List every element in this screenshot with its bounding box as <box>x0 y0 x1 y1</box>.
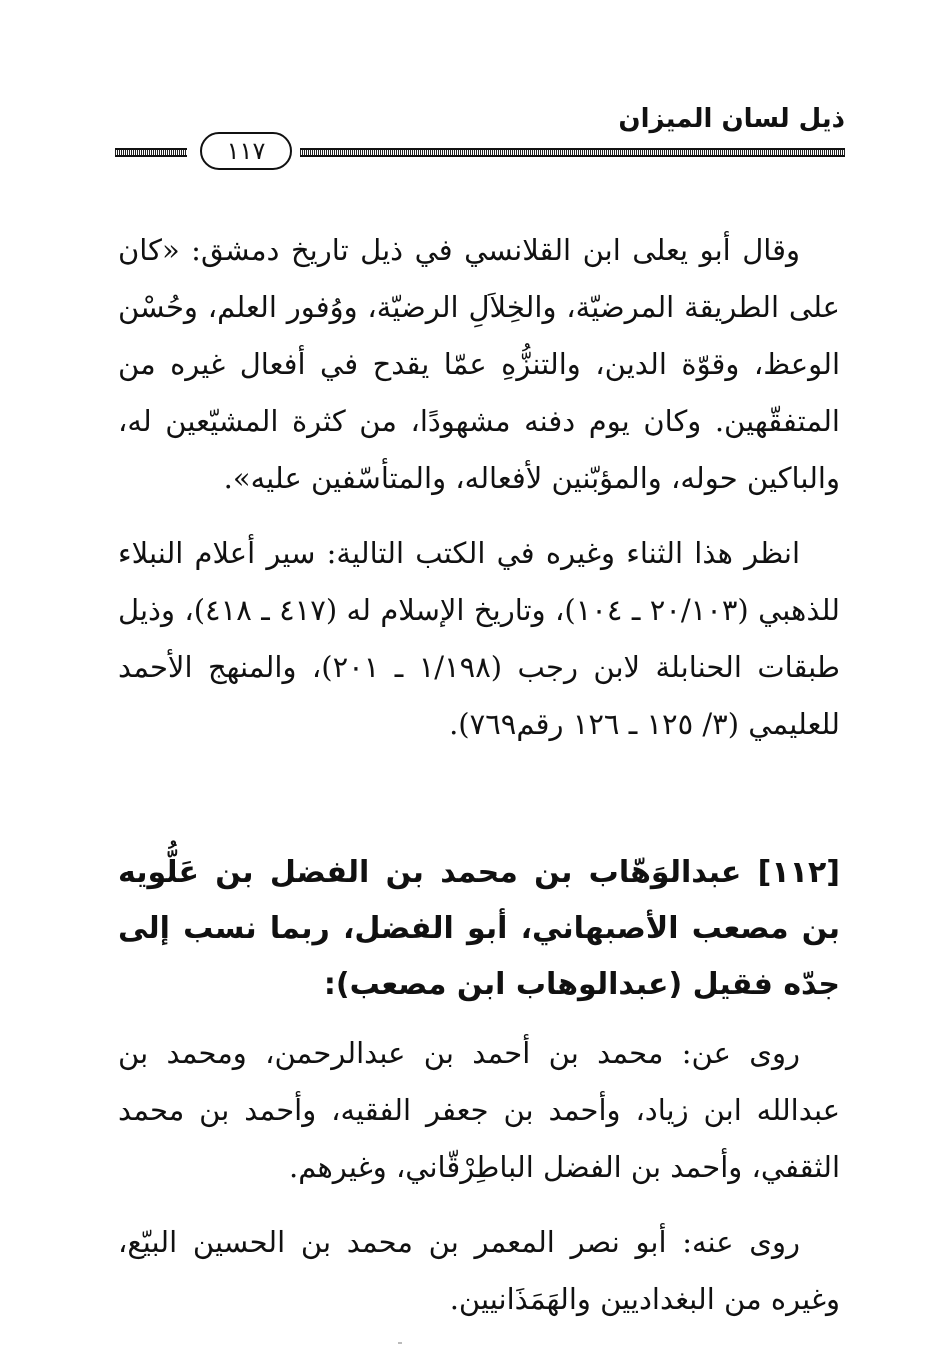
header-rule-right <box>300 148 845 157</box>
entry-narrated-from: روى عن: محمد بن أحمد بن عبدالرحمن، ومحمد بن عبدالله ابن زياد، وأحمد بن جعفر الفقيه، وأحمد بن محمد الثقفي، وأحمد بن الفضل الباطِرْقّاني، وغيرهم. <box>118 1036 840 1184</box>
page-body <box>118 222 840 1346</box>
entry-narrated-by: روى عنه: أبو نصر المعمر بن محمد بن الحسين البيّع، وغيره من البغداديين والهَمَذَانيين. <box>118 1225 840 1316</box>
page-number: ١١٧ <box>200 132 292 170</box>
paragraph-quote: وقال أبو يعلى ابن القلانسي في ذيل تاريخ دمشق: «كان على الطريقة المرضيّة، والخِلاَلِ الرضيّة، ووُفور العلم، وحُسْن الوعظ، وقوّة الدين، والتنزُّهِ عمّا يقدح في أفعال غيره من المتفقّهين. وكان يوم دفنه مشهودًا، من كثرة المشيّعين له، والباكين حوله، والمؤبّنين لأفعاله، والمتأسّفين عليه». <box>118 233 840 495</box>
scan-speck <box>398 1342 402 1344</box>
paragraph-references: انظر هذا الثناء وغيره في الكتب التالية: سير أعلام النبلاء للذهبي (٢٠/١٠٣ ـ ١٠٤)، وتاريخ الإسلام له (٤١٧ ـ ٤١٨)، وذيل طبقات الحنابلة لابن رجب (١/١٩٨ ـ ٢٠١)، والمنهج الأحمد للعليمي (٣/ ١٢٥ ـ ١٢٦ رقم٧٦٩). <box>118 536 841 741</box>
page-header <box>110 96 845 186</box>
header-rule-left <box>115 148 187 157</box>
entry-heading: [١١٢] عبدالوَهّاب بن محمد بن الفضل بن عَلُّويه بن مصعب الأصبهاني، أبو الفضل، ربما نسب إلى جدّه فقيل (عبدالوهاب ابن مصعب): <box>118 855 840 1002</box>
book-title: ذيل لسان الميزان <box>618 104 845 134</box>
